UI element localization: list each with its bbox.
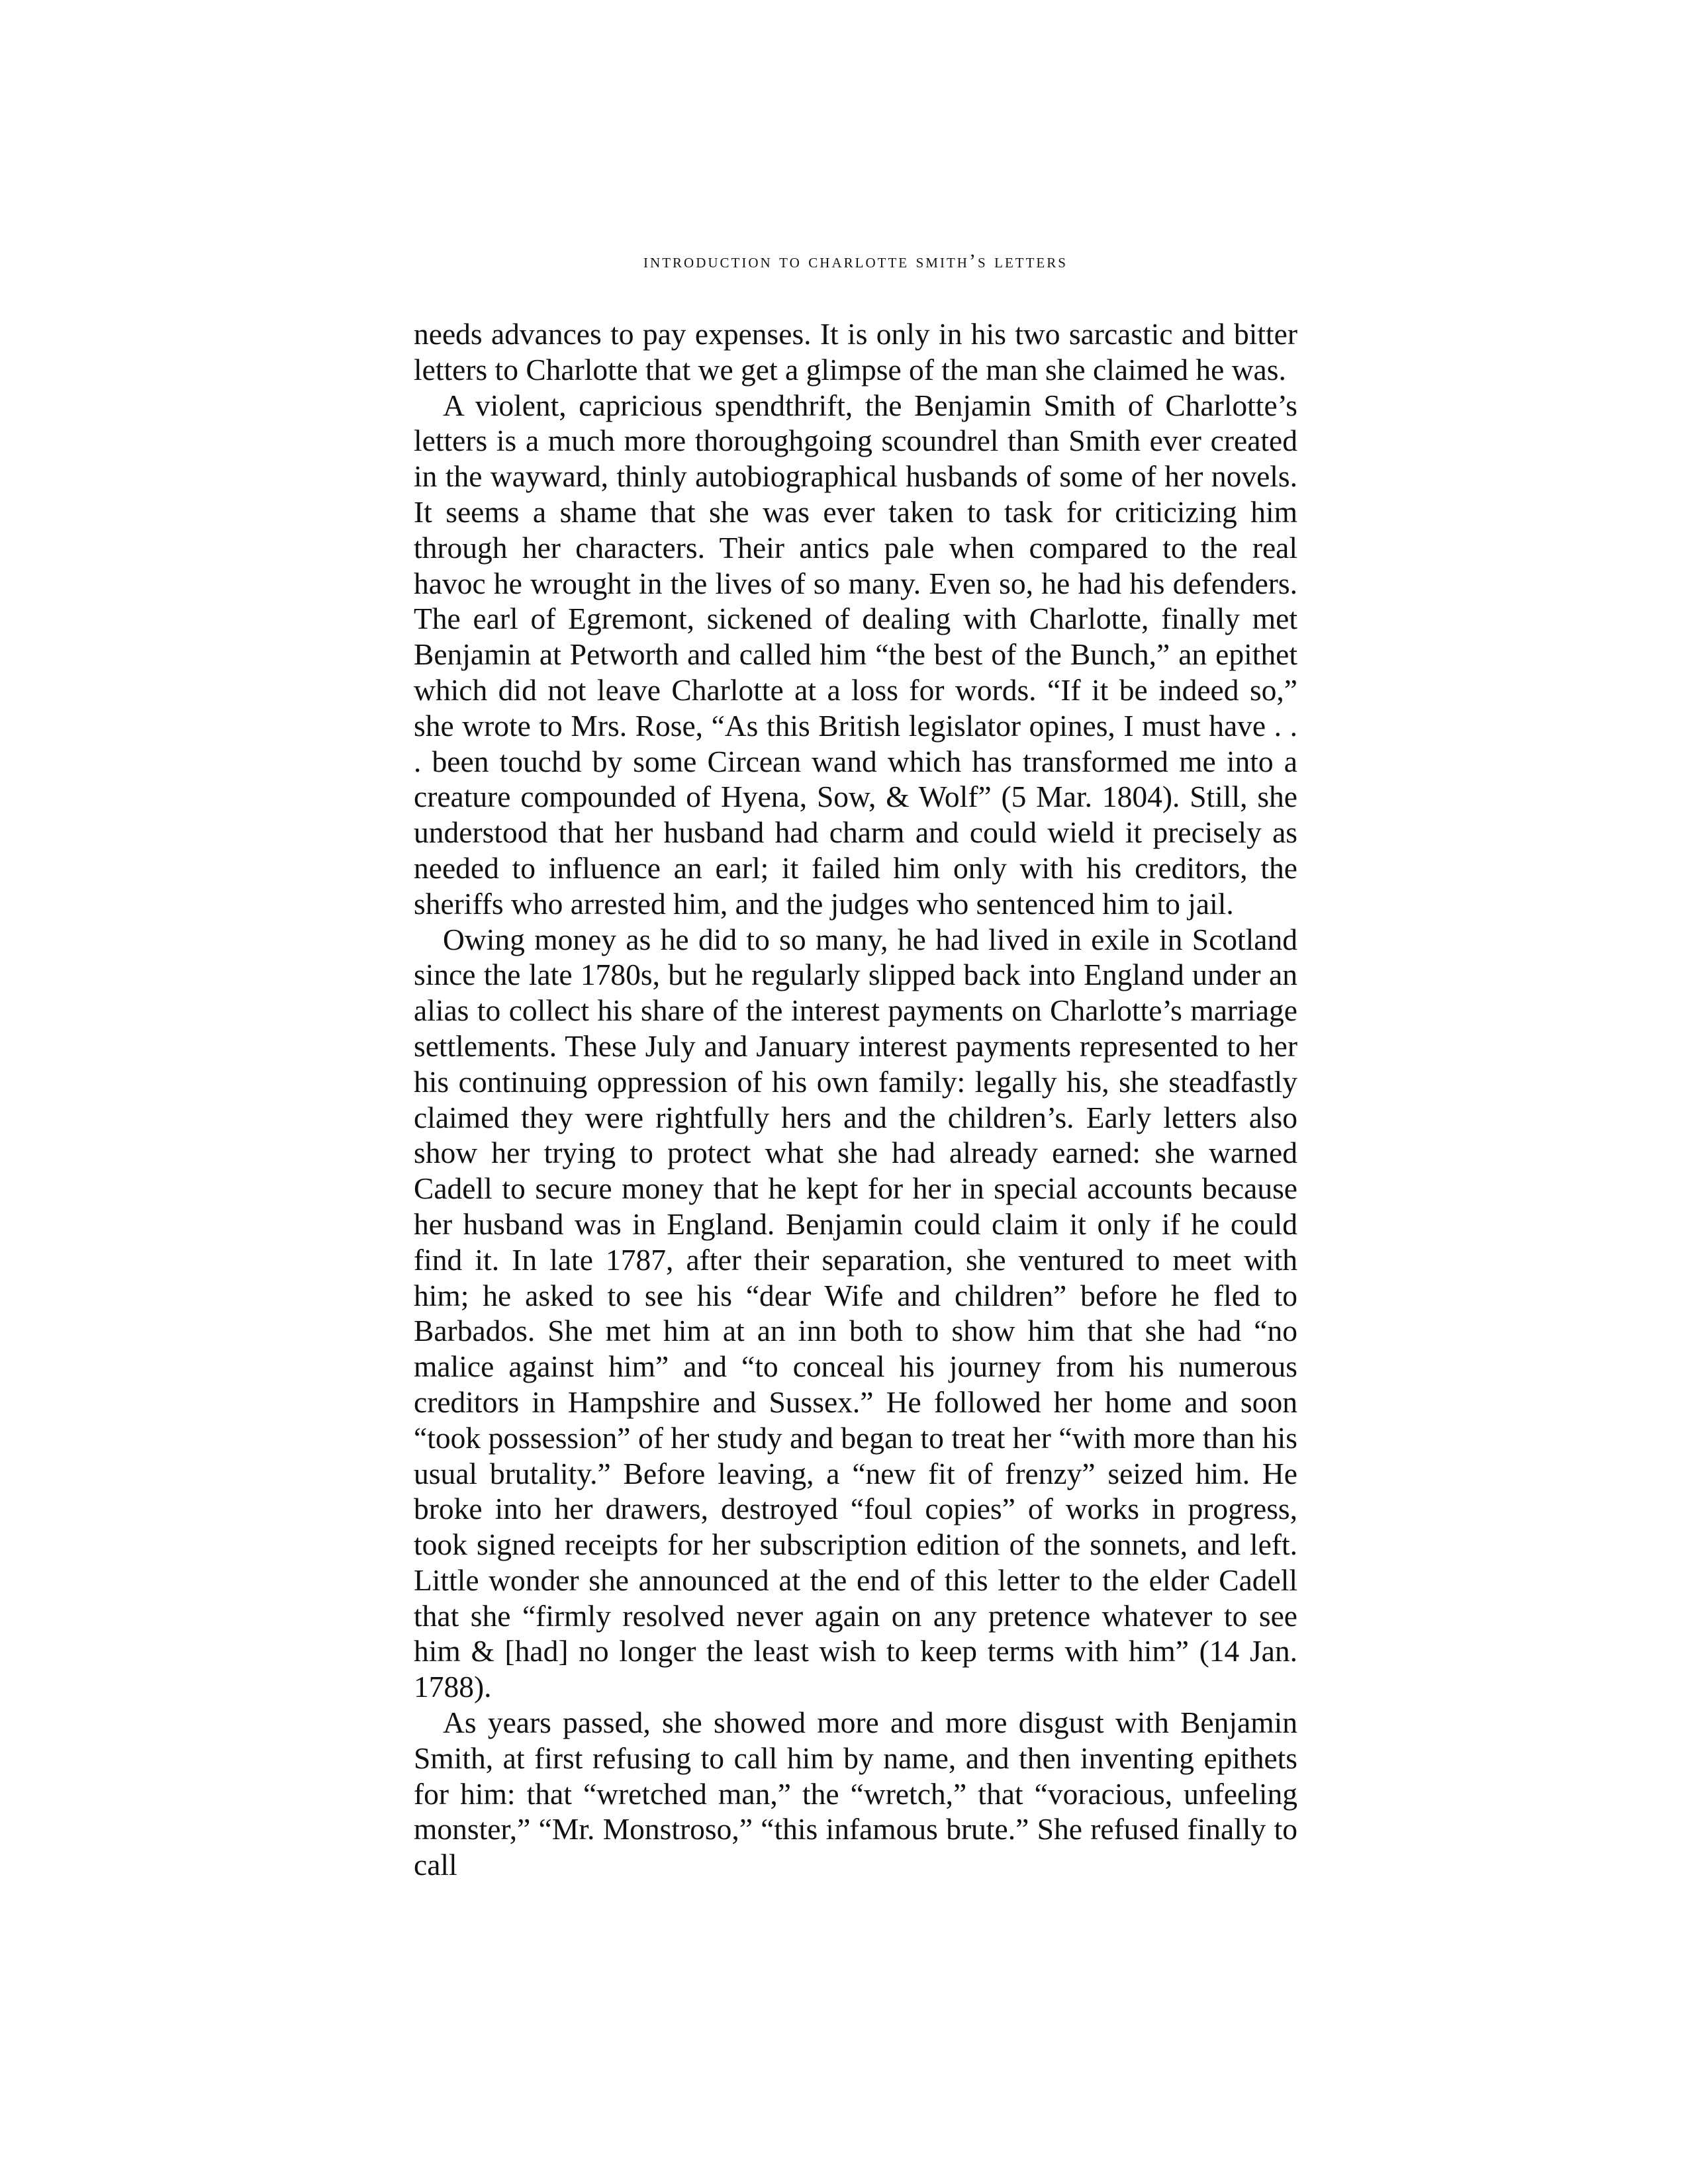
paragraph-1: needs advances to pay expenses. It is only in his two sarcastic and bitter letters to Charlotte that we get a glimpse of the man she claimed he was. (414, 317, 1297, 387)
paragraph-3: Owing money as he did to so many, he had lived in exile in Scotland since the late 1780s, but he regularly slipped back into England under an alias to collect his share of the interest payments on Charlotte’s marriage settlements. These July and January interest payments represented to her his continuing oppression of his own family: legally his, she steadfastly claimed they were rightfully hers and the children’s. Early letters also show her trying to protect what she had already earned: she warned Cadell to secure money that he kept for her in special accounts because her husband was in England. Benjamin could claim it only if he could find it. In late 1787, after their separation, she ventured to meet with him; he asked to see his “dear Wife and children” before he fled to Barbados. She met him at an inn both to show him that she had “no malice against him” and “to conceal his journey from his numerous creditors in Hampshire and Sussex.” He followed her home and soon “took possession” of her study and began to treat her “with more than his usual brutality.” Before leaving, a “new fit of frenzy” seized him. He broke into her drawers, destroyed “foul copies” of works in progress, took signed receipts for her subscription edition of the sonnets, and left. Little wonder she announced at the end of this letter to the elder Cadell that she “firmly resolved never again on any pretence whatever to see him & [had] no longer the least wish to keep terms with him” (14 Jan. 1788). (414, 922, 1297, 1704)
paragraph-4: As years passed, she showed more and more disgust with Benjamin Smith, at first refusing to call him by name, and then inventing epithets for him: that “wretched man,” the “wretch,” that “voracious, unfeeling monster,” “Mr. Monstroso,” “this infamous brute.” She refused finally to call (414, 1706, 1297, 1882)
running-head: introduction to charlotte smith’s letters (643, 250, 1068, 272)
paragraph-2: A violent, capricious spendthrift, the Benjamin Smith of Charlotte’s letters is a much more thoroughgoing scoundrel than Smith ever created in the wayward, thinly autobiographical husbands of some of her novels. It seems a shame that she was ever taken to task for criticizing him through her characters. Their antics pale when compared to the real havoc he wrought in the lives of so many. Even so, he had his defenders. The earl of Egremont, sickened of dealing with Charlotte, finally met Benjamin at Petworth and called him “the best of the Bunch,” an epithet which did not leave Charlotte at a loss for words. “If it be indeed so,” she wrote to Mrs. Rose, “As this British legislator opines, I must have . . . been touchd by some Circean wand which has transformed me into a creature compounded of Hyena, Sow, & Wolf” (5 Mar. 1804). Still, she understood that her husband had charm and could wield it precisely as needed to influence an earl; it failed him only with his creditors, the sheriffs who arrested him, and the judges who sentenced him to jail. (414, 388, 1297, 921)
body-text (414, 316, 1297, 1883)
